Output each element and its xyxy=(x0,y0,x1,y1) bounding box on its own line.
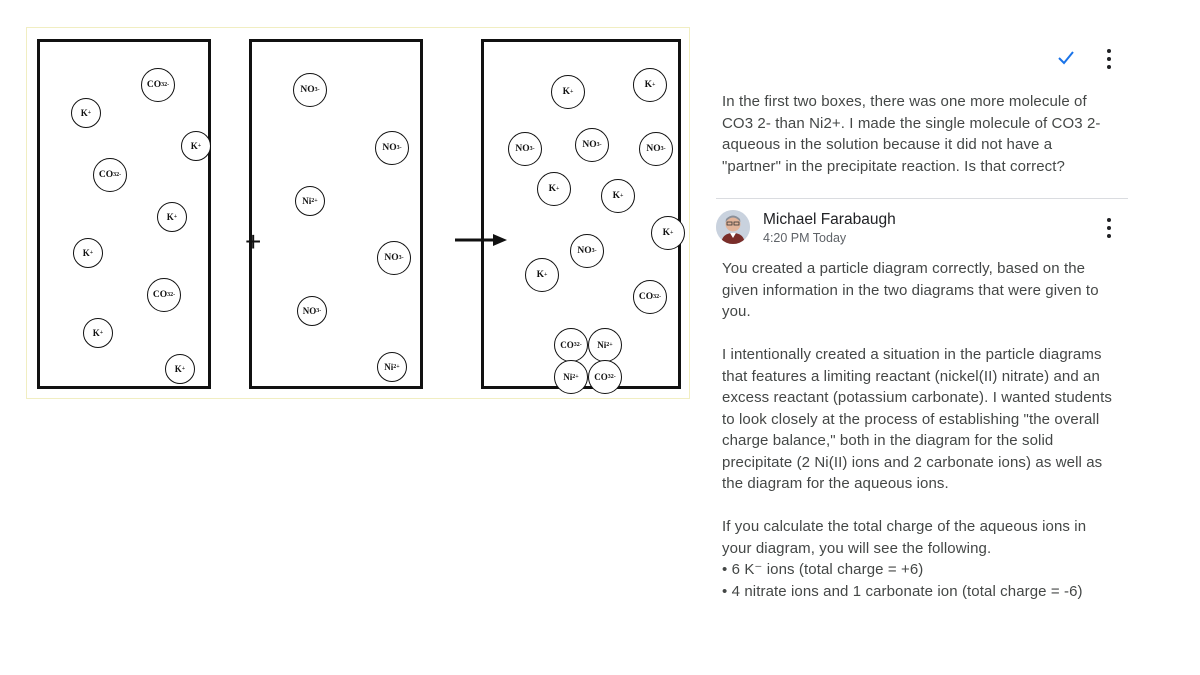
co3-ion: CO 3 2- xyxy=(554,328,588,362)
question-message: In the first two boxes, there was one more molecule of CO3 2- than Ni2+. I made the single molecule of CO3 2- aqueous in the solution because it did not have a "partner" in the precipitate reaction. Is that correct? xyxy=(722,93,1101,175)
co3-ion: CO 3 2- xyxy=(141,68,175,102)
k-ion: K + xyxy=(651,216,685,250)
resolve-check-icon[interactable] xyxy=(1056,48,1076,68)
co3-ion: CO 3 2- xyxy=(147,278,181,312)
reply-timestamp: 4:20 PM Today xyxy=(763,231,847,245)
co3-ion: CO 3 2- xyxy=(633,280,667,314)
k-ion: K + xyxy=(165,354,195,384)
no3-ion: NO 3 - xyxy=(639,132,673,166)
k-ion: K + xyxy=(73,238,103,268)
reply-paragraph-1: You created a particle diagram correctly, based on the given information in the two diagrams that were given to you. xyxy=(722,260,1099,320)
ni-ion: Ni 2+ xyxy=(554,360,588,394)
ni-ion: Ni 2+ xyxy=(588,328,622,362)
k-ion: K + xyxy=(181,131,211,161)
k-ion: K + xyxy=(551,75,585,109)
reply-paragraph-3: If you calculate the total charge of the aqueous ions in your diagram, you will see the following. xyxy=(722,518,1087,557)
k-ion: K + xyxy=(633,68,667,102)
reaction-arrow-icon xyxy=(455,233,507,247)
reply-more-options-icon[interactable] xyxy=(1106,218,1112,238)
k-ion: K + xyxy=(601,179,635,213)
reply-bullet-2: • 4 nitrate ions and 1 carbonate ion (total charge = -6) xyxy=(722,582,1083,600)
ni-ion: Ni 2+ xyxy=(377,352,407,382)
plus-sign: + xyxy=(245,226,262,257)
comment-thread xyxy=(716,40,1128,660)
co3-ion: CO 3 2- xyxy=(588,360,622,394)
k-ion: K + xyxy=(71,98,101,128)
no3-ion: NO 3 - xyxy=(293,73,327,107)
avatar xyxy=(716,210,750,244)
no3-ion: NO 3 - xyxy=(575,128,609,162)
reply-message xyxy=(722,258,1112,602)
k-ion: K + xyxy=(537,172,571,206)
k-ion: K + xyxy=(83,318,113,348)
k-ion: K + xyxy=(525,258,559,292)
particle-diagram-figure xyxy=(26,27,690,399)
reactant-box-nickel-nitrate xyxy=(249,39,423,389)
thread-more-options-icon[interactable] xyxy=(1106,49,1112,69)
reply-bullet-1: • 6 K⁻ ions (total charge = +6) xyxy=(722,561,924,578)
reply-paragraph-2: I intentionally created a situation in the particle diagrams that features a limiting reactant (nickel(II) nitrate) and an excess reactant (potassium carbonate). I wanted students to look closely at the process of establishing "the overall charge balance," both in the diagram for the solid precipitate (2 Ni(II) ions and 2 carbonate ions) as well as the diagram for the aqueous ions. xyxy=(722,346,1112,492)
co3-ion: CO 3 2- xyxy=(93,158,127,192)
ni-ion: Ni 2+ xyxy=(295,186,325,216)
no3-ion: NO 3 - xyxy=(508,132,542,166)
no3-ion: NO 3 - xyxy=(375,131,409,165)
no3-ion: NO 3 - xyxy=(377,241,411,275)
reply-author-name: Michael Farabaugh xyxy=(763,211,896,228)
k-ion: K + xyxy=(157,202,187,232)
divider xyxy=(716,198,1128,199)
no3-ion: NO 3 - xyxy=(570,234,604,268)
no3-ion: NO 3 - xyxy=(297,296,327,326)
